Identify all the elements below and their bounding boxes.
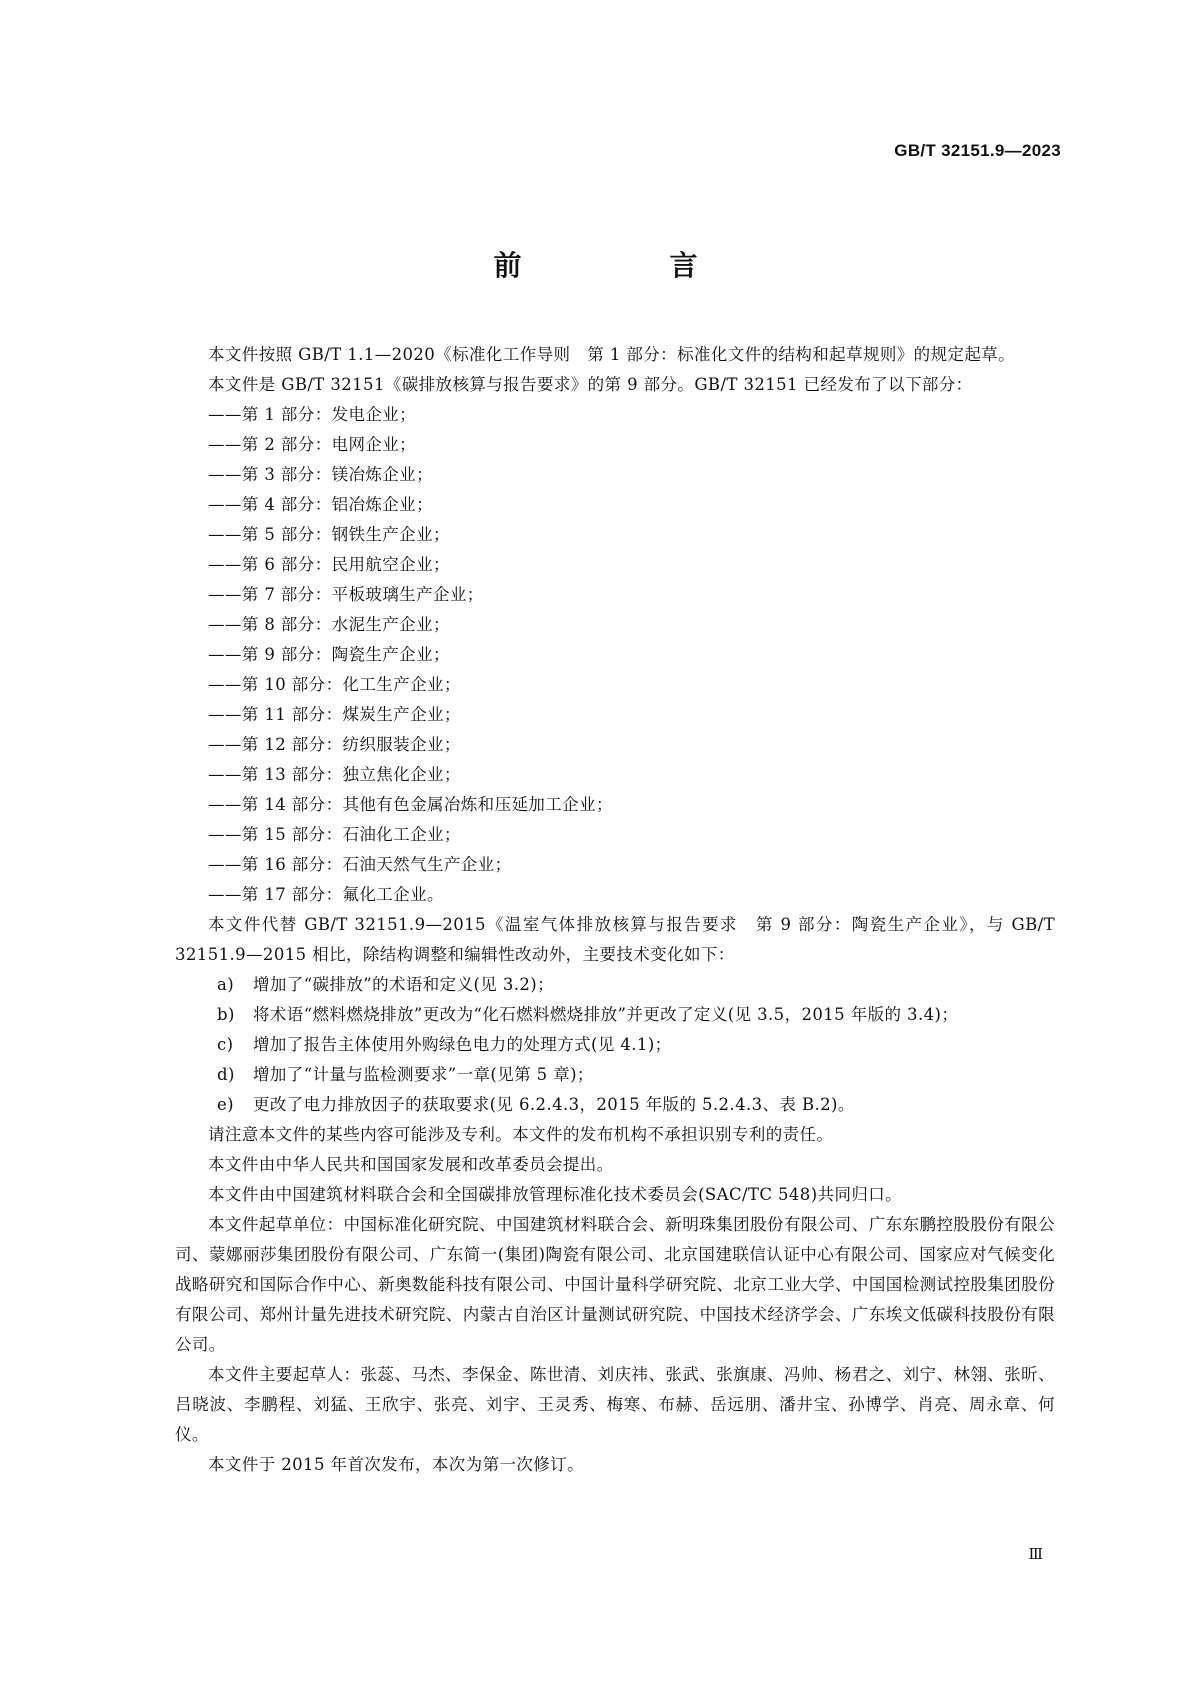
change-marker: b) — [217, 1005, 235, 1024]
change-marker: c) — [217, 1035, 234, 1054]
list-item: ——第 10 部分：化工生产企业； — [208, 675, 461, 694]
paragraph-replacement: 本文件代替 GB/T 32151.9—2015《温室气体排放核算与报告要求 第 9 部分：陶瓷生产企业》，与 GB/T 32151.9—2015 相比，除结构调整和编辑性改动外，主要技术变化如下： — [175, 915, 1055, 964]
list-item: ——第 17 部分：氟化工企业。 — [208, 885, 444, 904]
list-item: ——第 13 部分：独立焦化企业； — [208, 765, 461, 784]
list-item: ——第 4 部分：铝冶炼企业； — [208, 495, 433, 514]
change-text: 增加了“碳排放”的术语和定义(见 3.2)； — [253, 975, 555, 994]
list-item: ——第 11 部分：煤炭生产企业； — [208, 705, 461, 724]
list-item: ——第 14 部分：其他有色金属冶炼和压延加工企业； — [208, 795, 613, 814]
change-marker: e) — [217, 1095, 235, 1114]
standard-number: GB/T 32151.9—2023 — [894, 141, 1061, 160]
foreword-body — [175, 340, 1055, 1480]
change-item — [175, 1000, 1055, 1030]
list-item: ——第 2 部分：电网企业； — [208, 435, 417, 454]
change-marker: d) — [217, 1065, 235, 1084]
change-item — [175, 970, 1055, 1000]
page-number: Ⅲ — [1028, 1545, 1043, 1563]
list-item: ——第 6 部分：民用航空企业； — [208, 555, 450, 574]
paragraph-proposed-by: 本文件由中华人民共和国国家发展和改革委员会提出。 — [208, 1155, 614, 1174]
list-item: ——第 1 部分：发电企业； — [208, 405, 417, 424]
paragraph-drafting-rule: 本文件按照 GB/T 1.1—2020《标准化工作导则 第 1 部分：标准化文件的结构和起草规则》的规定起草。 — [208, 345, 1016, 364]
change-item — [175, 1090, 1055, 1120]
list-item: ——第 8 部分：水泥生产企业； — [208, 615, 450, 634]
paragraph-series-intro: 本文件是 GB/T 32151《碳排放核算与报告要求》的第 9 部分。GB/T 32151 已经发布了以下部分： — [208, 375, 973, 394]
list-item: ——第 15 部分：石油化工企业； — [208, 825, 461, 844]
list-item: ——第 16 部分：石油天然气生产企业； — [208, 855, 512, 874]
change-marker: a) — [217, 975, 235, 994]
parts-list — [175, 400, 1055, 910]
list-item: ——第 7 部分：平板玻璃生产企业； — [208, 585, 484, 604]
changes-list — [175, 970, 1055, 1120]
change-text: 增加了“计量与监检测要求”一章(见第 5 章)； — [253, 1065, 594, 1084]
list-item: ——第 12 部分：纺织服装企业； — [208, 735, 461, 754]
change-item — [175, 1060, 1055, 1090]
change-text: 增加了报告主体使用外购绿色电力的处理方式(见 4.1)； — [253, 1035, 672, 1054]
change-text: 将术语“燃料燃烧排放”更改为“化石燃料燃烧排放”并更改了定义(见 3.5，2015 年版的 3.4)； — [253, 1005, 959, 1024]
paragraph-patent-notice: 请注意本文件的某些内容可能涉及专利。本文件的发布机构不承担识别专利的责任。 — [208, 1125, 834, 1144]
list-item: ——第 9 部分：陶瓷生产企业； — [208, 645, 450, 664]
section-title-foreword: 前 言 — [493, 249, 758, 282]
paragraph-history: 本文件于 2015 年首次发布，本次为第一次修订。 — [208, 1455, 584, 1474]
paragraph-centralized-by: 本文件由中国建筑材料联合会和全国碳排放管理标准化技术委员会(SAC/TC 548)共同归口。 — [208, 1185, 903, 1204]
list-item: ——第 3 部分：镁冶炼企业； — [208, 465, 433, 484]
list-item: ——第 5 部分：钢铁生产企业； — [208, 525, 450, 544]
paragraph-drafting-units: 本文件起草单位：中国标准化研究院、中国建筑材料联合会、新明珠集团股份有限公司、广东东鹏控股股份有限公司、蒙娜丽莎集团股份有限公司、广东简一(集团)陶瓷有限公司、北京国建联信认证中心有限公司、国家应对气候变化战略研究和国际合作中心、新奥数能科技有限公司、中国计量科学研究院、北京工业大学、中国国检测试控股集团股份有限公司、郑州计量先进技术研究院、内蒙古自治区计量测试研究院、中国技术经济学会、广东埃文低碳科技股份有限公司。 — [175, 1215, 1055, 1354]
change-text: 更改了电力排放因子的获取要求(见 6.2.4.3，2015 年版的 5.2.4.3、表 B.2)。 — [253, 1095, 855, 1114]
paragraph-drafters: 本文件主要起草人：张蕊、马杰、李保金、陈世清、刘庆祎、张武、张旗康、冯帅、杨君之、刘宁、林翎、张昕、吕晓波、李鹏程、刘猛、王欣宇、张亮、刘宇、王灵秀、梅寒、布赫、岳远朋、潘井宝、孙博学、肖亮、周永章、何仪。 — [175, 1365, 1055, 1444]
change-item — [175, 1030, 1055, 1060]
